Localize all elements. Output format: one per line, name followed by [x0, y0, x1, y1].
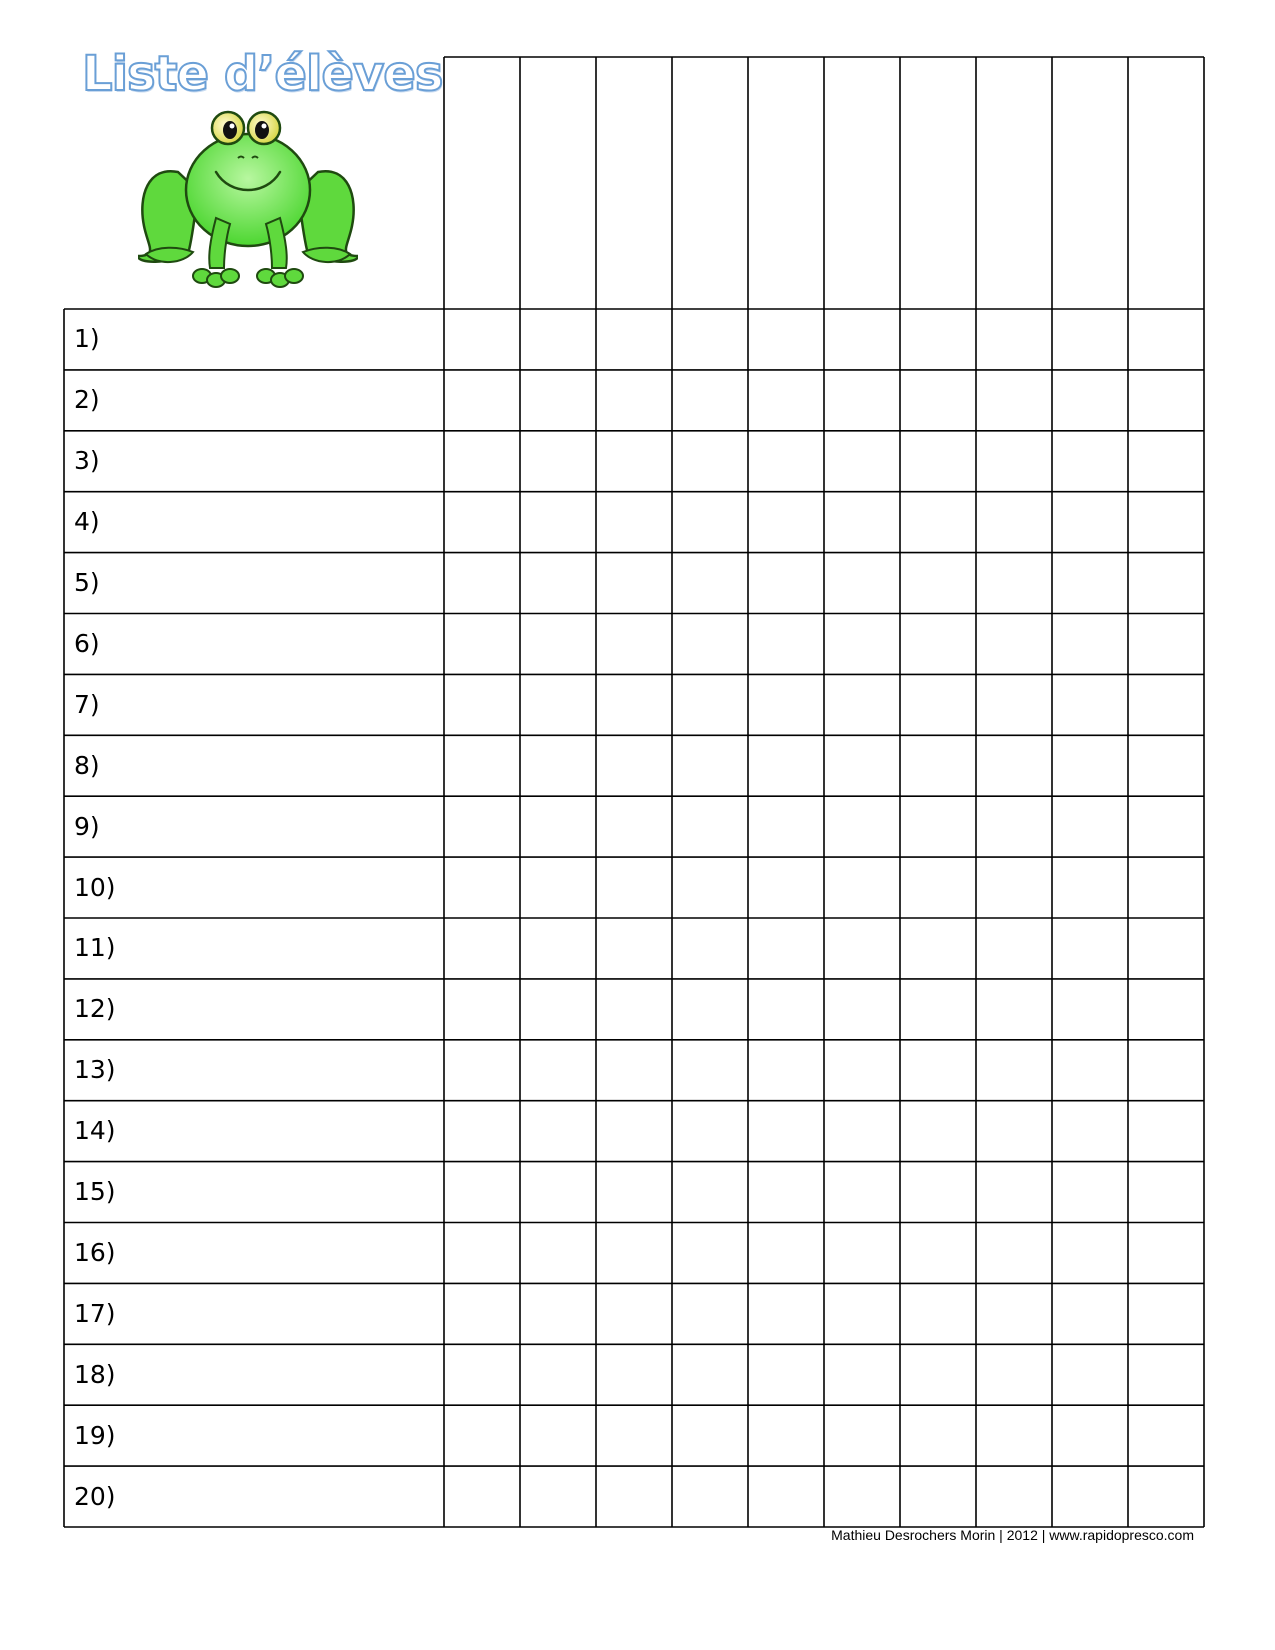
row-number-label: 15) [74, 1177, 116, 1207]
footer-credit: Mathieu Desrochers Morin | 2012 | www.rapidopresco.com [831, 1527, 1194, 1543]
row-number-label: 4) [74, 507, 100, 537]
row-number-label: 8) [74, 750, 100, 780]
row-number-label: 5) [74, 568, 100, 598]
row-number-label: 17) [74, 1298, 116, 1328]
row-number-label: 1) [74, 324, 100, 354]
row-number-label: 18) [74, 1359, 116, 1389]
row-number-label: 9) [74, 811, 100, 841]
row-number-label: 2) [74, 385, 100, 415]
row-number-label: 12) [74, 994, 116, 1024]
row-number-label: 20) [74, 1481, 116, 1511]
row-number-label: 16) [74, 1237, 116, 1267]
row-number-label: 7) [74, 689, 100, 719]
row-number-label: 6) [74, 628, 100, 658]
row-number-label: 11) [74, 933, 116, 963]
row-number-label: 14) [74, 1116, 116, 1146]
row-number-label: 13) [74, 1055, 116, 1085]
row-number-label: 19) [74, 1420, 116, 1450]
page-title: Liste d’élèves [82, 46, 443, 102]
row-number-label: 3) [74, 446, 100, 476]
row-number-label: 10) [74, 872, 116, 902]
